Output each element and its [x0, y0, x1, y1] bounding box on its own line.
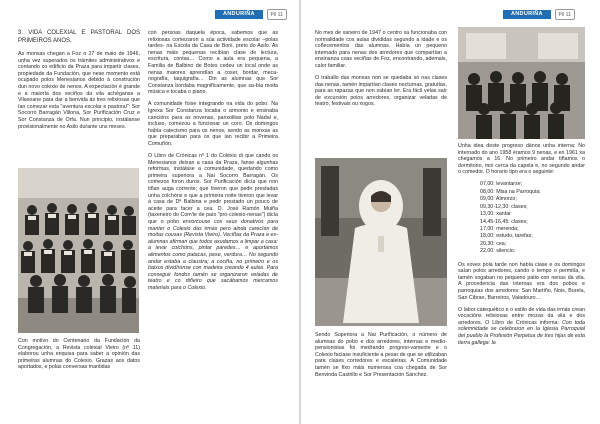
paragraph — [458, 307, 585, 347]
schedule-item: 09,00: Almorzo; — [480, 196, 517, 203]
schedule-item: 20,30: cea; — [480, 240, 507, 247]
schedule-item: 07,00: levantarse; — [480, 181, 523, 188]
text-span: O labor catequético e o estilo de vida das irmás crean vocacións relixiosas entre mozas da vila e dos arredores. O Libro de Crónicas informa: — [458, 306, 585, 326]
paragraph — [148, 153, 278, 291]
schedule-item: 17,00: merenda; — [480, 225, 519, 232]
paragraph: Con motivo do Centenario da Fundación da Congregación, a Revista colexial Vieiro (nº 11) elaborou unha enquisa para saber a opinión das primeiras alumnas do Colexio. Grazas aos datos aportados, e polas conversas mantidas — [18, 338, 140, 371]
right-col1-top — [315, 30, 447, 114]
schedule-item: 13,00: xantar — [480, 211, 511, 218]
schedule-item: 14,45-16,45: clases; — [480, 218, 528, 225]
right-page-header — [503, 9, 575, 20]
photo-caption — [315, 332, 447, 384]
school-group-photo — [18, 168, 139, 333]
first-communion-photo — [315, 158, 447, 326]
paragraph: Unha idea deste progreso dános unha interna: No internado do ano 1958 éramos 9 nenas, e en 1961 xa chegamos a 16. No primeiro andar tiñamos o dormitorio, moi cerca da capela e, no segundo andar o comedor. O horario tipo era o seguinte: — [458, 143, 585, 176]
text-span: O Libro de Crónicas nº 1 do Colexio di que cando os Menesianos deixan a casa da Praza, fanse algunhas reformas, instálase a comunidade, quedando como primeira superiora a Nai Socorro Barragán. Os comezos foron duros. Sor Purificación dicía que non tiñan auga corrente; que tiveron que pedir prestadas unha colchóns e que a primeira noite tiveron que levar á casa de Dª Balbina e pedir prestado un pouco de aceite para facer a cea. D. José Ramón Muiña (taxeneiro do Com'te de país "pro-colexio-nenas") dicía que o pobo — [148, 153, 278, 226]
paragraph: Os xoves pola tarde non había clase e os domingos saían polos arredores, cando o tempo o permitía, e tamén xogaban no pequeno patio con nenas da vila. A procedencia das internas era dos pobos e parroquias dos arredores: San Martiño, Nois, Burela, San Cibrao, Barreiros, Valadouro… — [458, 261, 585, 301]
italic-quote: envorcouse cos seus donativos para manter o Colexio das irmás pero ainda carecían de moitas cousas (Revista Vieiro). Veciñas da Praza e ex-alumnas afirman que todos axudamos a limpar a casa: a levar colchóns, pintar paredes… e aportamos alimentos como patacas, pese, verdura… No segundo andar estaba a claustra; a cociña, no primeiro e os baixos dividíronse con madeira creando 4 aulas. Para conseguir fondos tamén se organizaron veladas de teatro e co diñeiro que sacábamos mercamos materiais para o Colexio. — [148, 219, 278, 291]
schedule-item: 08,00: Misa na Parroquia; — [480, 188, 541, 195]
schedule-item: 09,30-12,30: clases; — [480, 203, 528, 210]
paragraph: No mes de xaneiro de 1947 o centro xa funcionaba con normalidade cos aulas divididas segundo a idade e os coñecementos das alumnas. Había un pequeno internado para nenas dos arredores que compartían a ensinanza coas veciñas de Foz, encontrando, ademais, calor familiar. — [315, 30, 447, 69]
caption-text: Sendo Superiora a Nai Purificación, o número de alumnas do pobo e dos arredores, internas e medio-pensionistas foi medrando progresi-vamente e o Colexio faciase insuficiente a pesar de que se utilizaban para clases corredores e escaleiras. A Comunidade tamén se fixo máis numerosa coa chegada de Sor Benvinda Castrillo e Sor Presentación Sánchez. — [315, 332, 447, 378]
daily-schedule-list — [480, 181, 585, 255]
right-col2 — [458, 143, 585, 352]
schedule-item: 22,00: silencio. — [480, 248, 516, 255]
paragraph: A comunidade foise integrando na vida do pobo. Na Igrexa Sor Constanza tocaba o armonio e ensinaba cancións para as novenas, panxolitas polo Nadal e, incluso, comezou a funcionar un coro. Os domingos había catecismo para os nenos, sendo as monxas as que preparaban para os que ían recibir a Primeira Comuñón. — [148, 101, 278, 147]
section-title: 3. VIDA COLEXIAL E PASTORAL DOS PRIMEIROS ANOS. — [18, 30, 140, 44]
italic-quote: Con toda solemnidade se celebraron en la Iglesia Parroquial del pueblo la Profesión Perpetua de tres hijas de esta tierra gallega: la — [458, 319, 585, 346]
convent-group-photo — [458, 27, 585, 139]
right-page — [300, 0, 600, 424]
magazine-logo-icon: Pil 11 — [267, 9, 287, 20]
section-tag: ANDURIÑA — [215, 10, 263, 19]
left-page-header — [215, 9, 287, 20]
paragraph: O traballo das monxas non se quedaba só nas clases das nenas, tamén impartían clases nocturnas, gratuítas, para as rapazas que non sabían ler. Era fácil velas saír de excursión polos arredores, organizar veladas de teatro, festivais ou xogos. — [315, 75, 447, 108]
schedule-item: 18,00: estudo, tarefas; — [480, 233, 533, 240]
paragraph: con persoas daquela época, sabemos que as relixiosas comezaron a súa actividade escolar –polas tardes- na Escola da Casa de Boni, preto do Asilo. As nenas máis pequenas recibían clase de lectura, escritura, contas… Como a aula era pequena, a Familia de Balbino de Botes cedeu un local onde as nenas maiores aprendían a coser, bordar, meca-nografía, taquigrafía… Din as alumnas que Sor Constanza bordaba magnificamente, que sa-bía moita música e tocaba o piano. — [148, 30, 278, 96]
left-col2 — [148, 30, 278, 297]
paragraph: As monxas chegan a Foz o 27 de maio de 1946, unha vez superados os trámites administrativos e contando co edificio da Praza para impartir clases, propiedade da Fundación, que nese momento está ocupado polos Menesianos debido á construción dun novo colexio de nenos. A expectación é grande e a maioría dos veciños da vila achéganse a Vilaxoane para dar a benvida ás tres relixiosas que ían comezar esta "aventura escolar e pastoral": Sor Socorro Barragán Villona, Sor Purificación Cruz e Sor Constanza de Orfa. Nun principio, instálanse provisionalmente no Asilo durante uns meses. — [18, 51, 140, 130]
section-tag: ANDURIÑA — [503, 10, 551, 19]
left-col1-bottom — [18, 338, 140, 376]
left-col1-top — [18, 30, 140, 136]
magazine-logo-icon: Pil 11 — [555, 9, 575, 20]
